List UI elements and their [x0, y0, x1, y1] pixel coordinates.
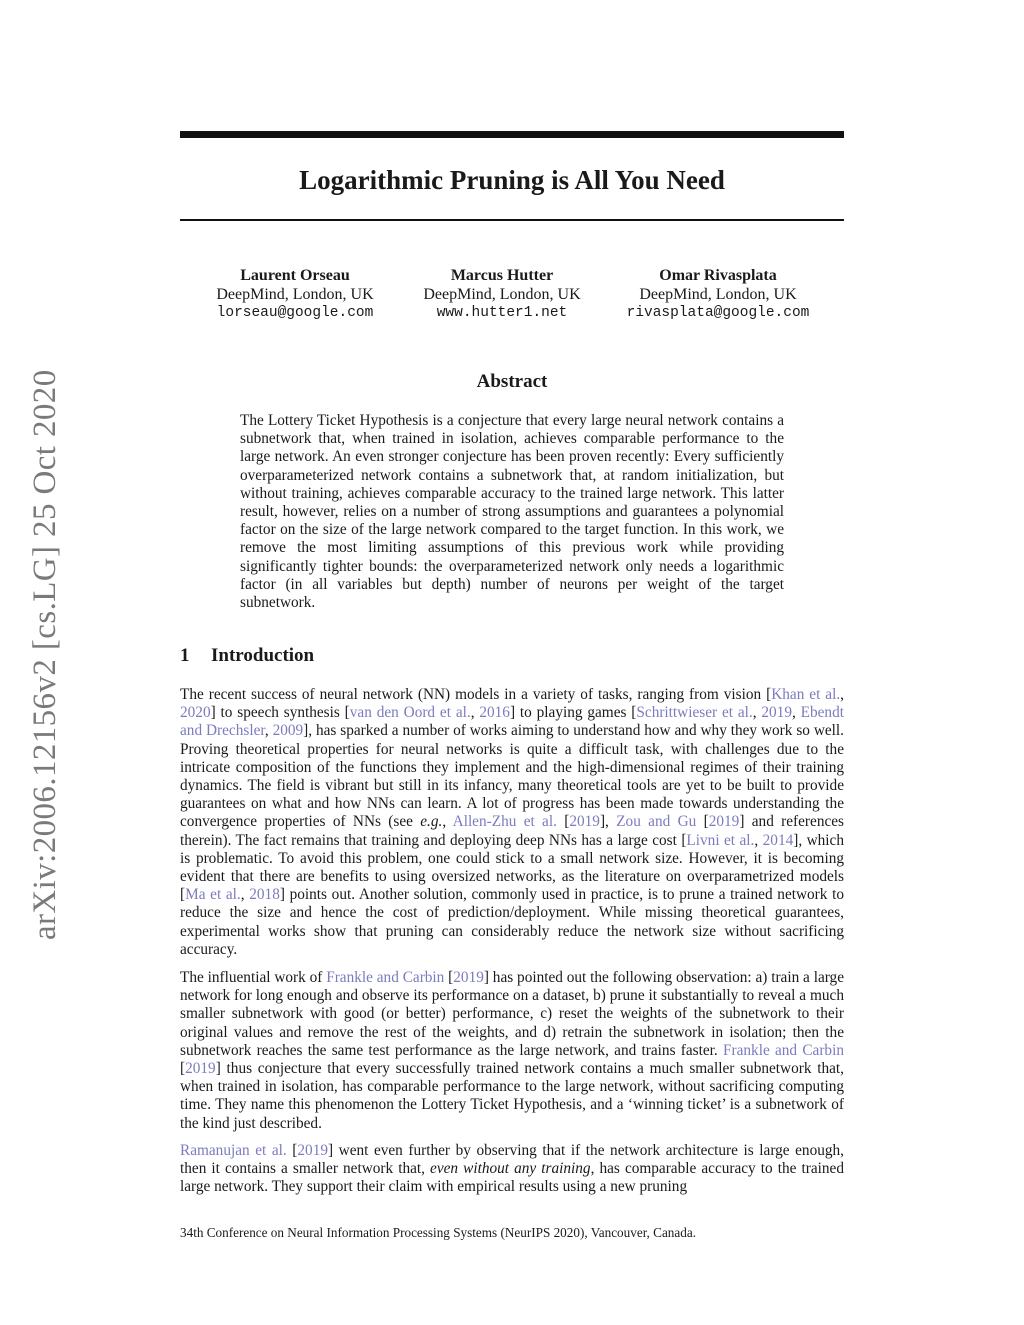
section-heading-introduction [180, 644, 580, 668]
author-rivasplata [598, 266, 838, 323]
citation-link[interactable]: Zou and Gu [616, 813, 697, 831]
author-block [180, 266, 844, 326]
text-run: The recent success of neural network (NN) models in a variety of tasks, ranging from vision [ [180, 686, 772, 703]
citation-link[interactable]: Ramanujan et al. [180, 1142, 287, 1159]
citation-link[interactable]: 2019 [569, 813, 600, 831]
title-rule-bottom [180, 219, 844, 221]
emphasis-text: e.g. [420, 813, 443, 831]
author-affiliation: DeepMind, London, UK [216, 286, 374, 303]
citation-link[interactable]: 2014 [762, 831, 794, 849]
paper-title: Logarithmic Pruning is All You Need [299, 165, 725, 195]
text-run: , [470, 704, 480, 722]
text-run: [ [696, 813, 709, 831]
text-run: ], [599, 813, 617, 831]
author-name: Laurent Orseau [240, 267, 350, 284]
citation-link[interactable]: Ebendt and Drechsler [180, 704, 844, 740]
author-email[interactable]: rivasplata@google.com [626, 305, 810, 321]
author-name: Omar Rivasplata [659, 267, 777, 284]
intro-paragraph-3 [180, 1142, 844, 1197]
citation-link[interactable]: Frankle and Carbin [326, 969, 445, 986]
citation-link[interactable]: 2020 [180, 704, 211, 722]
text-run: , [840, 686, 844, 703]
citation-link[interactable]: Frankle and Carbin [723, 1041, 844, 1059]
text-run: ] to playing games [ [509, 704, 637, 722]
text-run: , [754, 831, 763, 849]
citation-link[interactable]: 2019 [453, 969, 484, 986]
section-number: 1 [180, 645, 190, 666]
citation-link[interactable]: 2016 [479, 704, 510, 722]
citation-link[interactable]: Khan et al. [771, 686, 841, 703]
text-run: , [240, 886, 250, 904]
author-hutter [382, 266, 622, 323]
citation-link[interactable]: 2019 [708, 813, 740, 831]
text-run: , [752, 704, 762, 722]
author-email[interactable]: lorseau@google.com [216, 305, 374, 321]
text-run: ] thus conjecture that every successfully trained network contains a much smaller subnetwork that, when trained in isolation, has comparable performance to the large network, without sacrificing computing time. They name this phenomenon the Lottery Ticket Hypothesis, and a ‘winning ticket’ is a subnetwork of the kind just described. [180, 1060, 844, 1132]
emphasis-text: even without any training [430, 1160, 591, 1178]
citation-link[interactable]: Schrittwieser et al. [636, 704, 753, 722]
text-run: ] to speech synthesis [ [210, 704, 350, 722]
text-run: ] and references therein). The fact remains that training and deploying deep NNs has a large cost [ [180, 813, 844, 849]
citation-link[interactable]: 2019 [761, 704, 792, 722]
abstract-text: The Lottery Ticket Hypothesis is a conjecture that every large neural network contains a subnetwork that, when trained in isolation, achieves comparable performance to the large network. An even stronger conjecture has been proven recently: Every sufficiently overparameterized network contains a subnetwork that, at random initialization, but without training, achieves comparable accuracy to the trained large network. This latter result, however, relies on a number of strong assumptions and guarantees a polynomial factor on the size of the large network compared to the target function. In this work, we remove the most limiting assumptions of this previous work while providing significantly tighter bounds: the overparameterized network only needs a logarithmic factor (in all variables but depth) number of neurons per weight of the target subnetwork. [240, 412, 784, 612]
citation-link[interactable]: 2009 [272, 722, 304, 740]
citation-link[interactable]: 2019 [297, 1142, 328, 1159]
text-run: [ [180, 1060, 186, 1078]
text-run: [ [444, 969, 454, 986]
citation-link[interactable]: Allen-Zhu et al. [452, 813, 557, 831]
author-website[interactable]: www.hutter1.net [436, 305, 568, 321]
arxiv-stamp: arXiv:2006.12156v2 [cs.LG] 25 Oct 2020 [27, 369, 63, 940]
citation-link[interactable]: 2018 [249, 886, 280, 904]
citation-link[interactable]: 2019 [185, 1060, 216, 1078]
text-run: , has comparable accuracy to the trained large network. They support their claim with empirical results using a new pruning [180, 1160, 844, 1196]
text-run: [ [556, 813, 570, 831]
text-run: ] has pointed out the following observation: a) train a large network for long enough and observe its performance on a dataset, b) prune it substantially to reveal a much smaller subnetwork with good (or better) performance, c) reset the weights of the subnetwork to their original values and remove the rest of the weights, and d) retrain the subnetwork in isolation; then the subnetwork reaches the same test performance as the large network, and trains faster. [180, 969, 844, 1059]
text-run: The influential work of [180, 969, 327, 986]
text-run: ], which is problematic. To avoid this problem, one could stick to a small network size. However, it is becoming evident that there are benefits to using oversized networks, as the literature on overparametrized models [ [180, 831, 844, 904]
author-orseau [175, 266, 415, 323]
conference-footnote: 34th Conference on Neural Information Processing Systems (NeurIPS 2020), Vancouver, Canada. [180, 1225, 696, 1240]
author-affiliation: DeepMind, London, UK [423, 286, 581, 303]
text-run: , [264, 722, 273, 740]
citation-link[interactable]: Livni et al. [686, 831, 755, 849]
author-affiliation: DeepMind, London, UK [639, 286, 797, 303]
text-run: ] points out. Another solution, commonly used in practice, is to prune a trained network to reduce the size and hence the cost of prediction/deployment. While missing theoretical guarantees, experimental works show that pruning can considerably reduce the network size without sacrificing accuracy. [180, 886, 844, 958]
author-name: Marcus Hutter [450, 267, 554, 284]
abstract-heading: Abstract [476, 371, 548, 392]
text-run: ], has sparked a number of works aiming to understand how and why they work so well. Proving theoretical properties for neural networks is quite a difficult task, with challenges due to the intricate composition of the functions they implement and the high-dimensional regimes of their training dynamics. The field is vibrant but still in its infancy, many theoretical tools are yet to be built to provide guarantees on what and how NNs can learn. A lot of progress has been made towards understanding the convergence properties of NNs (see [180, 722, 844, 831]
text-run: ] went even further by observing that if the network architecture is large enough, then it contains a smaller network that, [180, 1142, 845, 1178]
text-run: , [791, 704, 801, 722]
text-run: [ [286, 1142, 298, 1159]
intro-paragraph-1 [180, 686, 844, 959]
section-title-text: Introduction [211, 645, 315, 666]
text-run: , [442, 813, 453, 831]
citation-link[interactable]: Ma et al. [185, 886, 241, 904]
citation-link[interactable]: van den Oord et al. [349, 704, 471, 722]
intro-paragraph-2 [180, 969, 844, 1133]
title-rule-top [180, 131, 844, 138]
